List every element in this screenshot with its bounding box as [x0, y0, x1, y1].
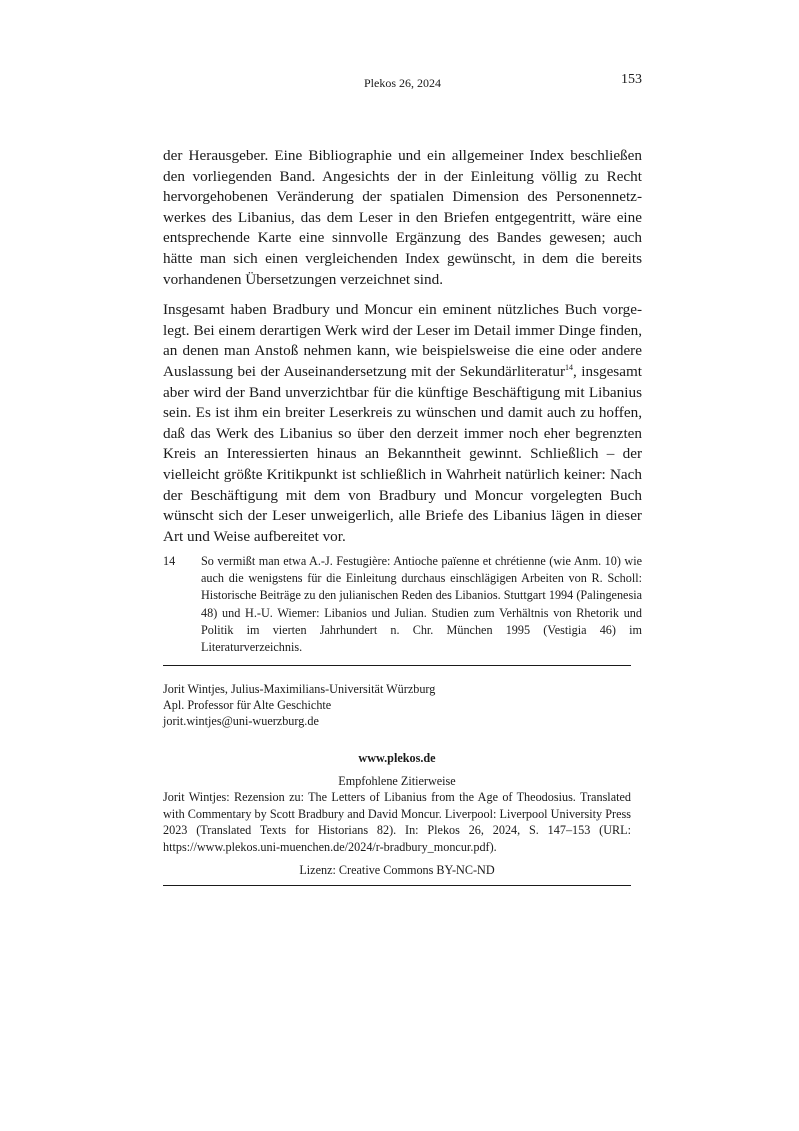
main-body-text: [163, 146, 642, 557]
author-block: [163, 681, 631, 729]
author-email[interactable]: jorit.wintjes@uni-wuerzburg.de: [163, 714, 319, 728]
footnote-text: So vermißt man etwa A.-J. Festugière: Antioche païenne et chrétienne (wie Anm. 10) wie auch die wenigstens für die Einleitung durchaus einschlägigen Arbeiten von R. Scholl: Historische Beiträge zu den julianischen Reden des Libanios. Stuttgart 1994 (Palingenesia 48) und H.-U. Wiemer: Libanios und Julian. Studien zum Verhältnis von Rhetorik und Politik im vierten Jahrhundert n. Chr. München 1995 (Vestigia 46) im Literaturverzeichnis.: [201, 554, 642, 655]
journal-running-title: Plekos 26, 2024: [363, 76, 441, 90]
body-paragraph: der Herausgeber. Eine Bibliographie und ein allgemeiner Index beschließen den vorliegenden Band. Angesichts der in der Einleitung völlig zu Recht hervorgehobenen Veränderung der spatialen Dimension des Personennetzwerkes des Libanius, das dem Leser in den Briefen entgegentritt, wäre eine entsprechende Karte eine sinnvolle Ergänzung des Bandes gewesen; auch hätte man sich einen vergleichenden Index gewünscht, in dem die bereits vorhandenen Übersetzungen verzeichnet sind.: [163, 147, 642, 288]
website-link[interactable]: www.plekos.de: [358, 751, 436, 765]
body-paragraph: [163, 300, 642, 547]
footnote: [163, 553, 642, 656]
author-position: Apl. Professor für Alte Geschichte: [163, 698, 332, 712]
citation-block: [163, 750, 631, 878]
divider-rule: [163, 665, 631, 666]
footnote-number: 14: [163, 554, 176, 568]
author-name-affiliation: Jorit Wintjes, Julius-Maximilians-Universität Würzburg: [163, 682, 436, 696]
page-header: [163, 72, 642, 92]
footnote-reference[interactable]: 14: [565, 362, 574, 372]
license-text: Lizenz: Creative Commons BY-NC-ND: [299, 862, 495, 877]
divider-rule: [163, 885, 631, 886]
page-number: 153: [621, 72, 642, 87]
body-paragraph-text: Insgesamt haben Bradbury und Moncur ein eminent nützliches Buch vorgelegt. Bei einem derartigen Werk wird der Leser im Detail immer Dinge finden, an denen man Anstoß nehmen kann, wie beispielsweise die eine oder andere Auslassung bei der Auseinandersetzung mit der Sekundärliteratur: [163, 301, 642, 380]
citation-label: Empfohlene Zitierweise: [338, 773, 456, 788]
body-paragraph-text: , insgesamt aber wird der Band unverzichtbar für die künftige Beschäftigung mit Libanius sein. Es ist ihm ein breiter Leserkreis zu wünschen und damit auch zu hoffen, daß das Werk des Libanius so über den derzeit immer noch eher begrenzten Kreis an Interessierten hinaus an Bekanntheit gewinnt. Schließlich – der vielleicht größte Kritikpunkt ist schließlich in Wahrheit natürlich keiner: Nach der Beschäftigung mit dem von Bradbury und Moncur vorgelegten Buch wünscht sich der Leser unweigerlich, alle Briefe des Libanius lägen in dieser Art und Weise aufbereitet vor.: [163, 362, 642, 545]
citation-text: Jorit Wintjes: Rezension zu: The Letters of Libanius from the Age of Theodosius. Translated with Commentary by Scott Bradbury and David Moncur. Liverpool: Liverpool University Press 2023 (Translated Texts for Historians 82). In: Plekos 26, 2024, S. 147–153 (URL: https://www.plekos.uni-muenchen.de/2024/r-bradbury_moncur.pdf).: [163, 790, 631, 854]
